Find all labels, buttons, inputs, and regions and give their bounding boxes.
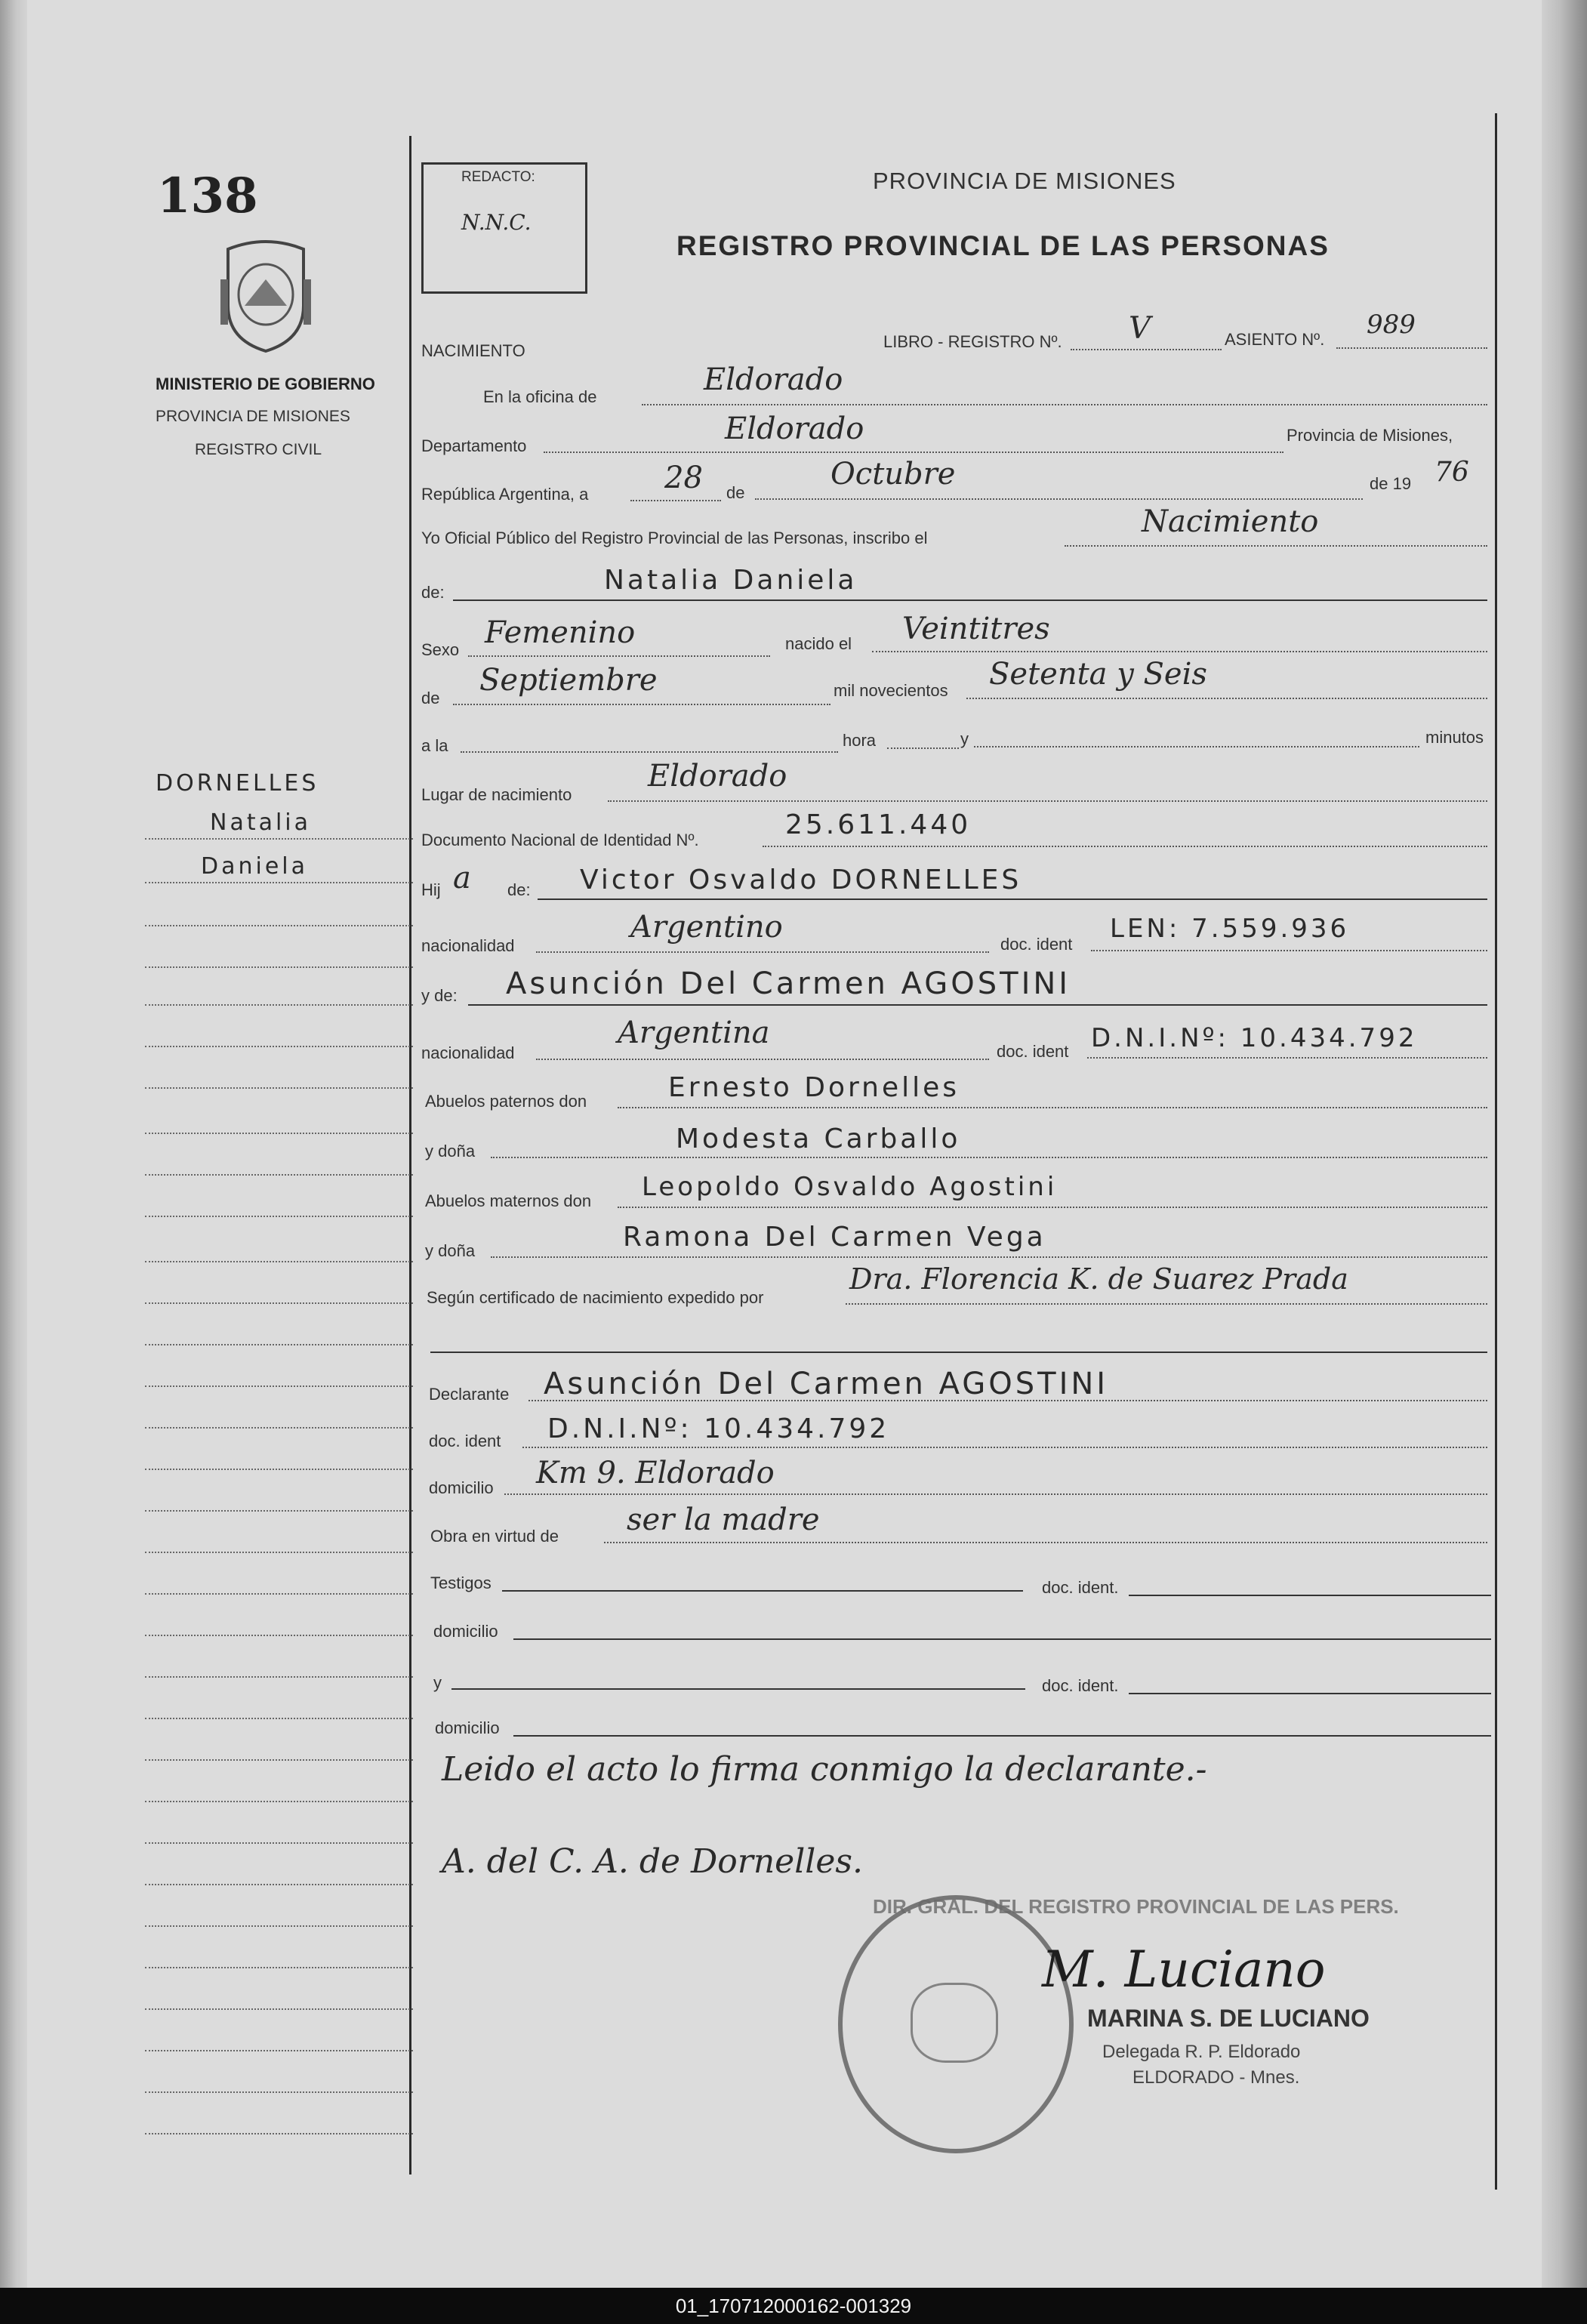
doc-declarante-value: D.N.I.Nº: 10.434.792 (547, 1413, 890, 1444)
certificado-label: Según certificado de nacimiento expedido por (427, 1288, 764, 1307)
folio-number: 138 (157, 168, 258, 224)
doc-testigo-label: doc. ident. (1042, 1578, 1119, 1597)
right-rule (1495, 113, 1497, 2190)
dia-value: 28 (664, 461, 703, 495)
abuelos-maternos-label: Abuelos maternos don (425, 1191, 592, 1210)
page-title: REGISTRO PROVINCIAL DE LAS PERSONAS (676, 230, 1330, 261)
official-place: ELDORADO - Mnes. (1132, 2067, 1300, 2088)
nacido-value: Veintitres (902, 612, 1050, 646)
nacionalidad-madre-label: nacionalidad (421, 1043, 515, 1062)
hijo-suffix: a (453, 861, 471, 895)
ministry-title: MINISTERIO DE GOBIERNO (156, 374, 375, 393)
page-edge (1542, 0, 1587, 2288)
abuelo-materno-value: Leopoldo Osvaldo Agostini (642, 1172, 1058, 1202)
yo-oficial-label: Yo Oficial Público del Registro Provincial de las Personas, inscribo el (421, 529, 928, 547)
margin-firstname: Natalia (210, 809, 312, 836)
declarante-value: Asunción Del Carmen AGOSTINI (544, 1367, 1109, 1401)
leido-text: Leido el acto lo firma conmigo la declarante.- (442, 1750, 1207, 1789)
margin-middlename: Daniela (201, 853, 309, 880)
official-title: Delegada R. P. Eldorado (1102, 2042, 1301, 2062)
de-padre-label: de: (507, 880, 531, 899)
hora-label: hora (843, 731, 877, 750)
y-dona-materna-label: y doña (425, 1241, 476, 1260)
oficina-value: Eldorado (704, 362, 843, 397)
lugar-label: Lugar de nacimiento (421, 785, 572, 804)
margin-rule (409, 136, 411, 2175)
hijo-label: Hij (421, 880, 441, 899)
declarante-label: Declarante (429, 1385, 510, 1404)
doc-padre-label: doc. ident (1000, 935, 1073, 954)
firma-declarante: A. del C. A. de Dornelles. (442, 1842, 863, 1881)
madre-value: Asunción Del Carmen AGOSTINI (506, 966, 1071, 1001)
province-heading: PROVINCIA DE MISIONES (873, 168, 1176, 194)
y-dona-paterna-label: y doña (425, 1142, 476, 1160)
dni-label: Documento Nacional de Identidad Nº. (421, 831, 699, 849)
lugar-value: Eldorado (648, 759, 787, 794)
doc-madre-value: D.N.I.Nº: 10.434.792 (1091, 1023, 1418, 1053)
libro-label: LIBRO - REGISTRO Nº. (883, 332, 1062, 351)
abuelos-paternos-label: Abuelos paternos don (425, 1092, 587, 1111)
dni-value: 25.611.440 (785, 809, 972, 840)
abuela-materna-value: Ramona Del Carmen Vega (623, 1222, 1046, 1253)
margin-surname: DORNELLES (156, 770, 319, 797)
anio-nac-value: Setenta y Seis (989, 657, 1207, 692)
domicilio-testigo2-label: domicilio (435, 1718, 500, 1737)
abuelo-paterno-value: Ernesto Dornelles (668, 1072, 960, 1103)
departamento-label: Departamento (421, 436, 527, 455)
nacionalidad-madre-value: Argentina (618, 1016, 770, 1050)
libro-value: V (1129, 311, 1151, 346)
redacto-label: REDACTO: (461, 169, 535, 185)
sexo-label: Sexo (421, 640, 460, 659)
domicilio-testigo-label: domicilio (433, 1622, 498, 1641)
doc-madre-label: doc. ident (997, 1042, 1069, 1061)
mil-label: mil novecientos (834, 681, 948, 700)
ministry-registry: REGISTRO CIVIL (195, 441, 322, 458)
doc-declarante-label: doc. ident (429, 1432, 501, 1450)
image-identifier: 01_170712000162-001329 (0, 2288, 1587, 2324)
nombre-value: Natalia Daniela (604, 565, 858, 596)
de-anio-label: de 19 (1370, 474, 1412, 493)
domicilio-label: domicilio (429, 1478, 494, 1497)
mes-nac-value: Septiembre (479, 663, 658, 698)
inscribo-value: Nacimiento (1142, 504, 1319, 539)
obra-label: Obra en virtud de (430, 1527, 559, 1546)
shield-crest-icon (213, 234, 319, 355)
nacionalidad-padre-value: Argentino (630, 910, 783, 945)
provincia-label: Provincia de Misiones, (1287, 426, 1453, 445)
doc-padre-value: LEN: 7.559.936 (1110, 914, 1350, 944)
official-name: MARINA S. DE LUCIANO (1087, 2005, 1370, 2032)
binding-edge (0, 0, 27, 2288)
testigos-label: Testigos (430, 1573, 492, 1592)
nacimiento-label: NACIMIENTO (421, 341, 525, 360)
republica-label: República Argentina, a (421, 485, 589, 504)
de-label: de (726, 483, 745, 502)
ministry-province: PROVINCIA DE MISIONES (156, 408, 350, 425)
departamento-value: Eldorado (725, 411, 864, 446)
y-testigo-label: y (433, 1673, 442, 1692)
obra-value: ser la madre (627, 1503, 820, 1537)
seal-emblem (911, 1983, 998, 2063)
mes-value: Octubre (830, 457, 956, 492)
asiento-label: ASIENTO Nº. (1225, 330, 1325, 349)
sexo-value: Femenino (485, 615, 636, 650)
de-mes-label: de (421, 689, 440, 707)
nacido-label: nacido el (785, 634, 852, 653)
certificado-value: Dra. Florencia K. de Suarez Prada (849, 1262, 1348, 1296)
y-label: y (960, 729, 969, 748)
abuela-paterna-value: Modesta Carballo (676, 1123, 961, 1154)
official-signature: M. Luciano (1042, 1940, 1326, 1999)
redacto-box (421, 162, 587, 294)
domicilio-value: Km 9. Eldorado (536, 1456, 775, 1490)
anio-value: 76 (1434, 457, 1469, 488)
seal-text: DIR. GRAL. DEL REGISTRO PROVINCIAL DE LAS PERS. (873, 1895, 1399, 1918)
asiento-value: 989 (1367, 310, 1416, 340)
oficina-label: En la oficina de (483, 387, 597, 406)
nacionalidad-padre-label: nacionalidad (421, 936, 515, 955)
a-la-label: a la (421, 736, 448, 755)
de-nombre-label: de: (421, 583, 445, 602)
padre-value: Victor Osvaldo DORNELLES (580, 865, 1022, 895)
doc-testigo2-label: doc. ident. (1042, 1676, 1119, 1695)
minutos-label: minutos (1425, 728, 1484, 747)
y-de-label: y de: (421, 986, 458, 1005)
redacto-value: N.N.C. (461, 210, 532, 235)
